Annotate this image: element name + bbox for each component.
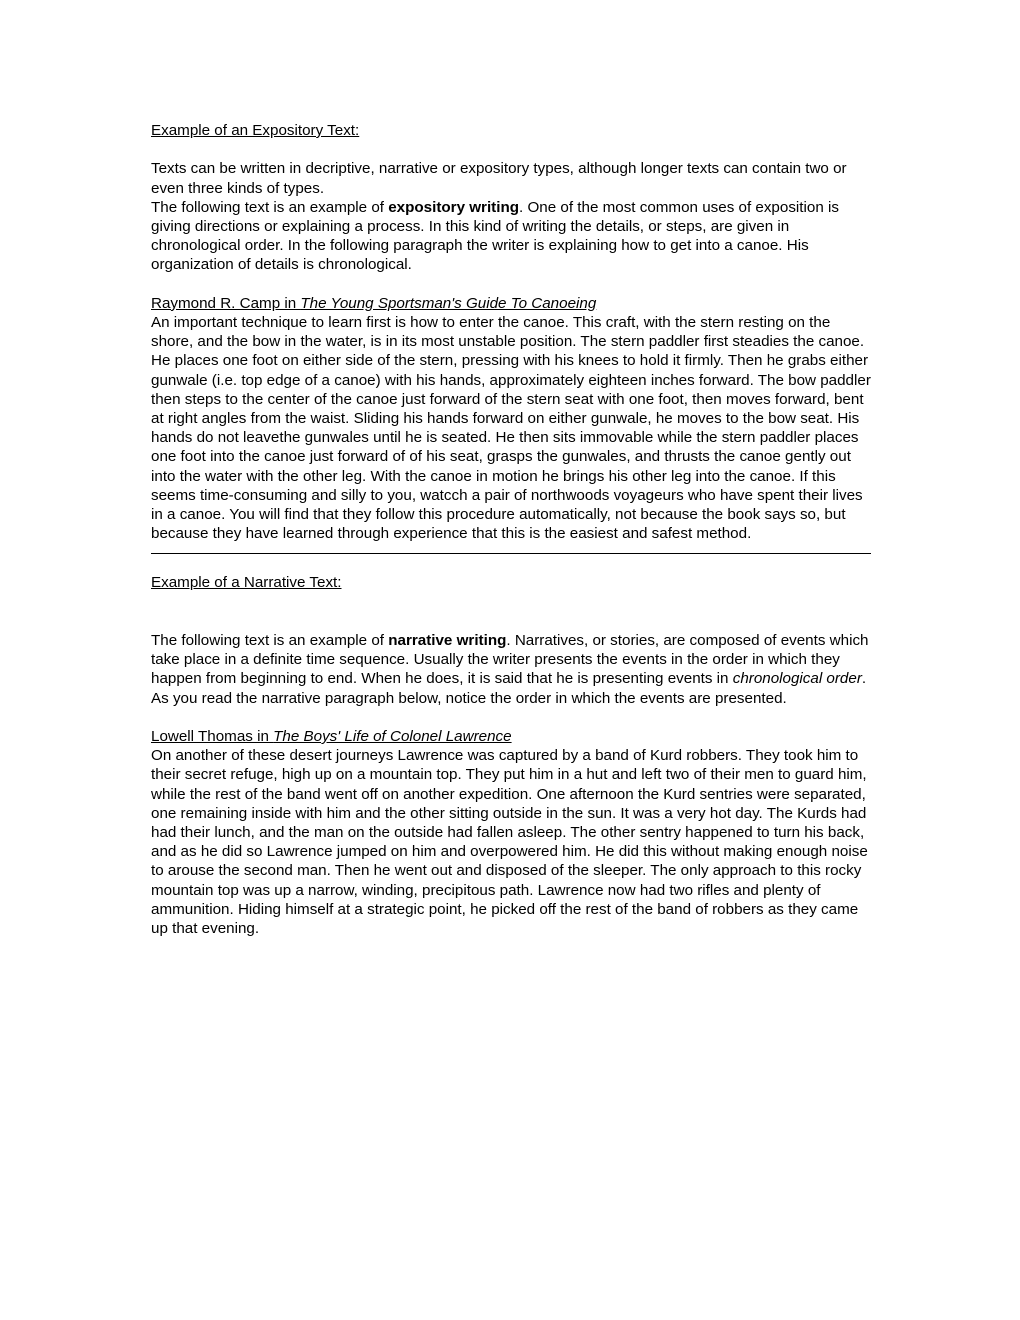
narrative-excerpt: On another of these desert journeys Lawrence was captured by a band of Kurd robbers. They took him to their secret refuge, high up on a mountain top. They put him in a hut and left two of their men to guard him, while the rest of the band went off on another expedition. One afternoon the Kurd sentries were separated, one remaining inside with him and the other sitting outside in the sun. It was a very hot day. The Kurds had had their lunch, and the man on the outside had fallen asleep. The other sentry happened to turn his back, and as he did so Lawrence jumped on him and overpowered him. He did this without making enough noise to arouse the second man. Then he went out and disposed of the sleeper. The only approach to this rocky mountain top was up a narrow, winding, precipitous path. Lawrence now had two rifles and plenty of ammunition. Hiding himself at a strategic point, he picked off the rest of the band of robbers as they came up that evening. xyxy=(151,747,868,938)
document-body xyxy=(151,121,873,938)
spacer xyxy=(151,140,873,159)
spacer xyxy=(151,275,873,294)
narrative-source-author: Lowell Thomas in xyxy=(151,728,274,746)
expository-description-text: The following text is an example of xyxy=(151,198,389,216)
narrative-writing-term: narrative writing xyxy=(388,632,507,650)
narrative-description xyxy=(151,631,873,708)
expository-writing-term: expository writing xyxy=(388,198,520,216)
expository-excerpt: An important technique to learn first is how to enter the canoe. This craft, with the stern resting on the shore, and the bow in the water, is in its most unstable position. The stern paddler first steadies the canoe. He places one foot on either side of the stern, pressing with his knees to hold it firmly. Then he grabs either gunwale (i.e. top edge of a canoe) with his hands, approximately eighteen inches forward. The bow paddler then steps to the center of the canoe just forward of the stern seat with one foot, then moves forward, bent at right angles from the waist. Sliding his hands forward on either gunwale, he moves to the bow seat. His hands do not leavethe gunwales until he is seated. He then sits immovable while the stern paddler places one foot into the canoe just forward of of his seat, grasps the gunwales, and thrusts the canoe gently out into the water with the other leg. With the canoe in motion he brings his other leg into the canoe. If this seems time-consuming and silly to you, watcch a pair of northwoods voyageurs who have spent their lives in a canoe. You will find that they follow this procedure automatically, not because the book says so, but because they have learned through experience that this is the easiest and safest method. xyxy=(151,314,871,543)
narrative-description-text-middle: . Narratives, or stories, are composed of events which take place in a definite time sequence. Usually the writer presents the events in the order in which they happen from beginning to end. When he does, it is said that he is presenting events in xyxy=(151,632,869,688)
expository-heading: Example of an Expository Text: xyxy=(151,122,360,139)
narrative-description-text: The following text is an example of xyxy=(151,632,389,650)
spacer xyxy=(151,708,873,727)
narrative-source-title: The Boys' Life of Colonel Lawrence xyxy=(273,728,512,746)
expository-source xyxy=(151,294,873,313)
expository-intro: Texts can be written in decriptive, narrative or expository types, although longer texts can contain two or even three kinds of types. xyxy=(151,160,847,197)
expository-description-text-end: . One of the most common uses of exposition is giving directions or explaining a process. In this kind of writing the details, or steps, are given in chronological order. In the following paragraph the writer is explaining how to get into a canoe. His organization of details is chronological. xyxy=(151,198,839,274)
chronological-order-term: chronological order xyxy=(732,670,862,688)
narrative-description-text-end: . As you read the narrative paragraph below, notice the order in which the events are presented. xyxy=(151,670,867,707)
expository-source-title: The Young Sportsman's Guide To Canoeing xyxy=(300,294,597,312)
section-divider xyxy=(151,553,871,554)
expository-description xyxy=(151,198,873,275)
narrative-heading: Example of a Narrative Text: xyxy=(151,574,342,592)
spacer xyxy=(151,593,873,631)
expository-source-author: Raymond R. Camp in xyxy=(151,294,301,312)
narrative-source xyxy=(151,727,873,746)
